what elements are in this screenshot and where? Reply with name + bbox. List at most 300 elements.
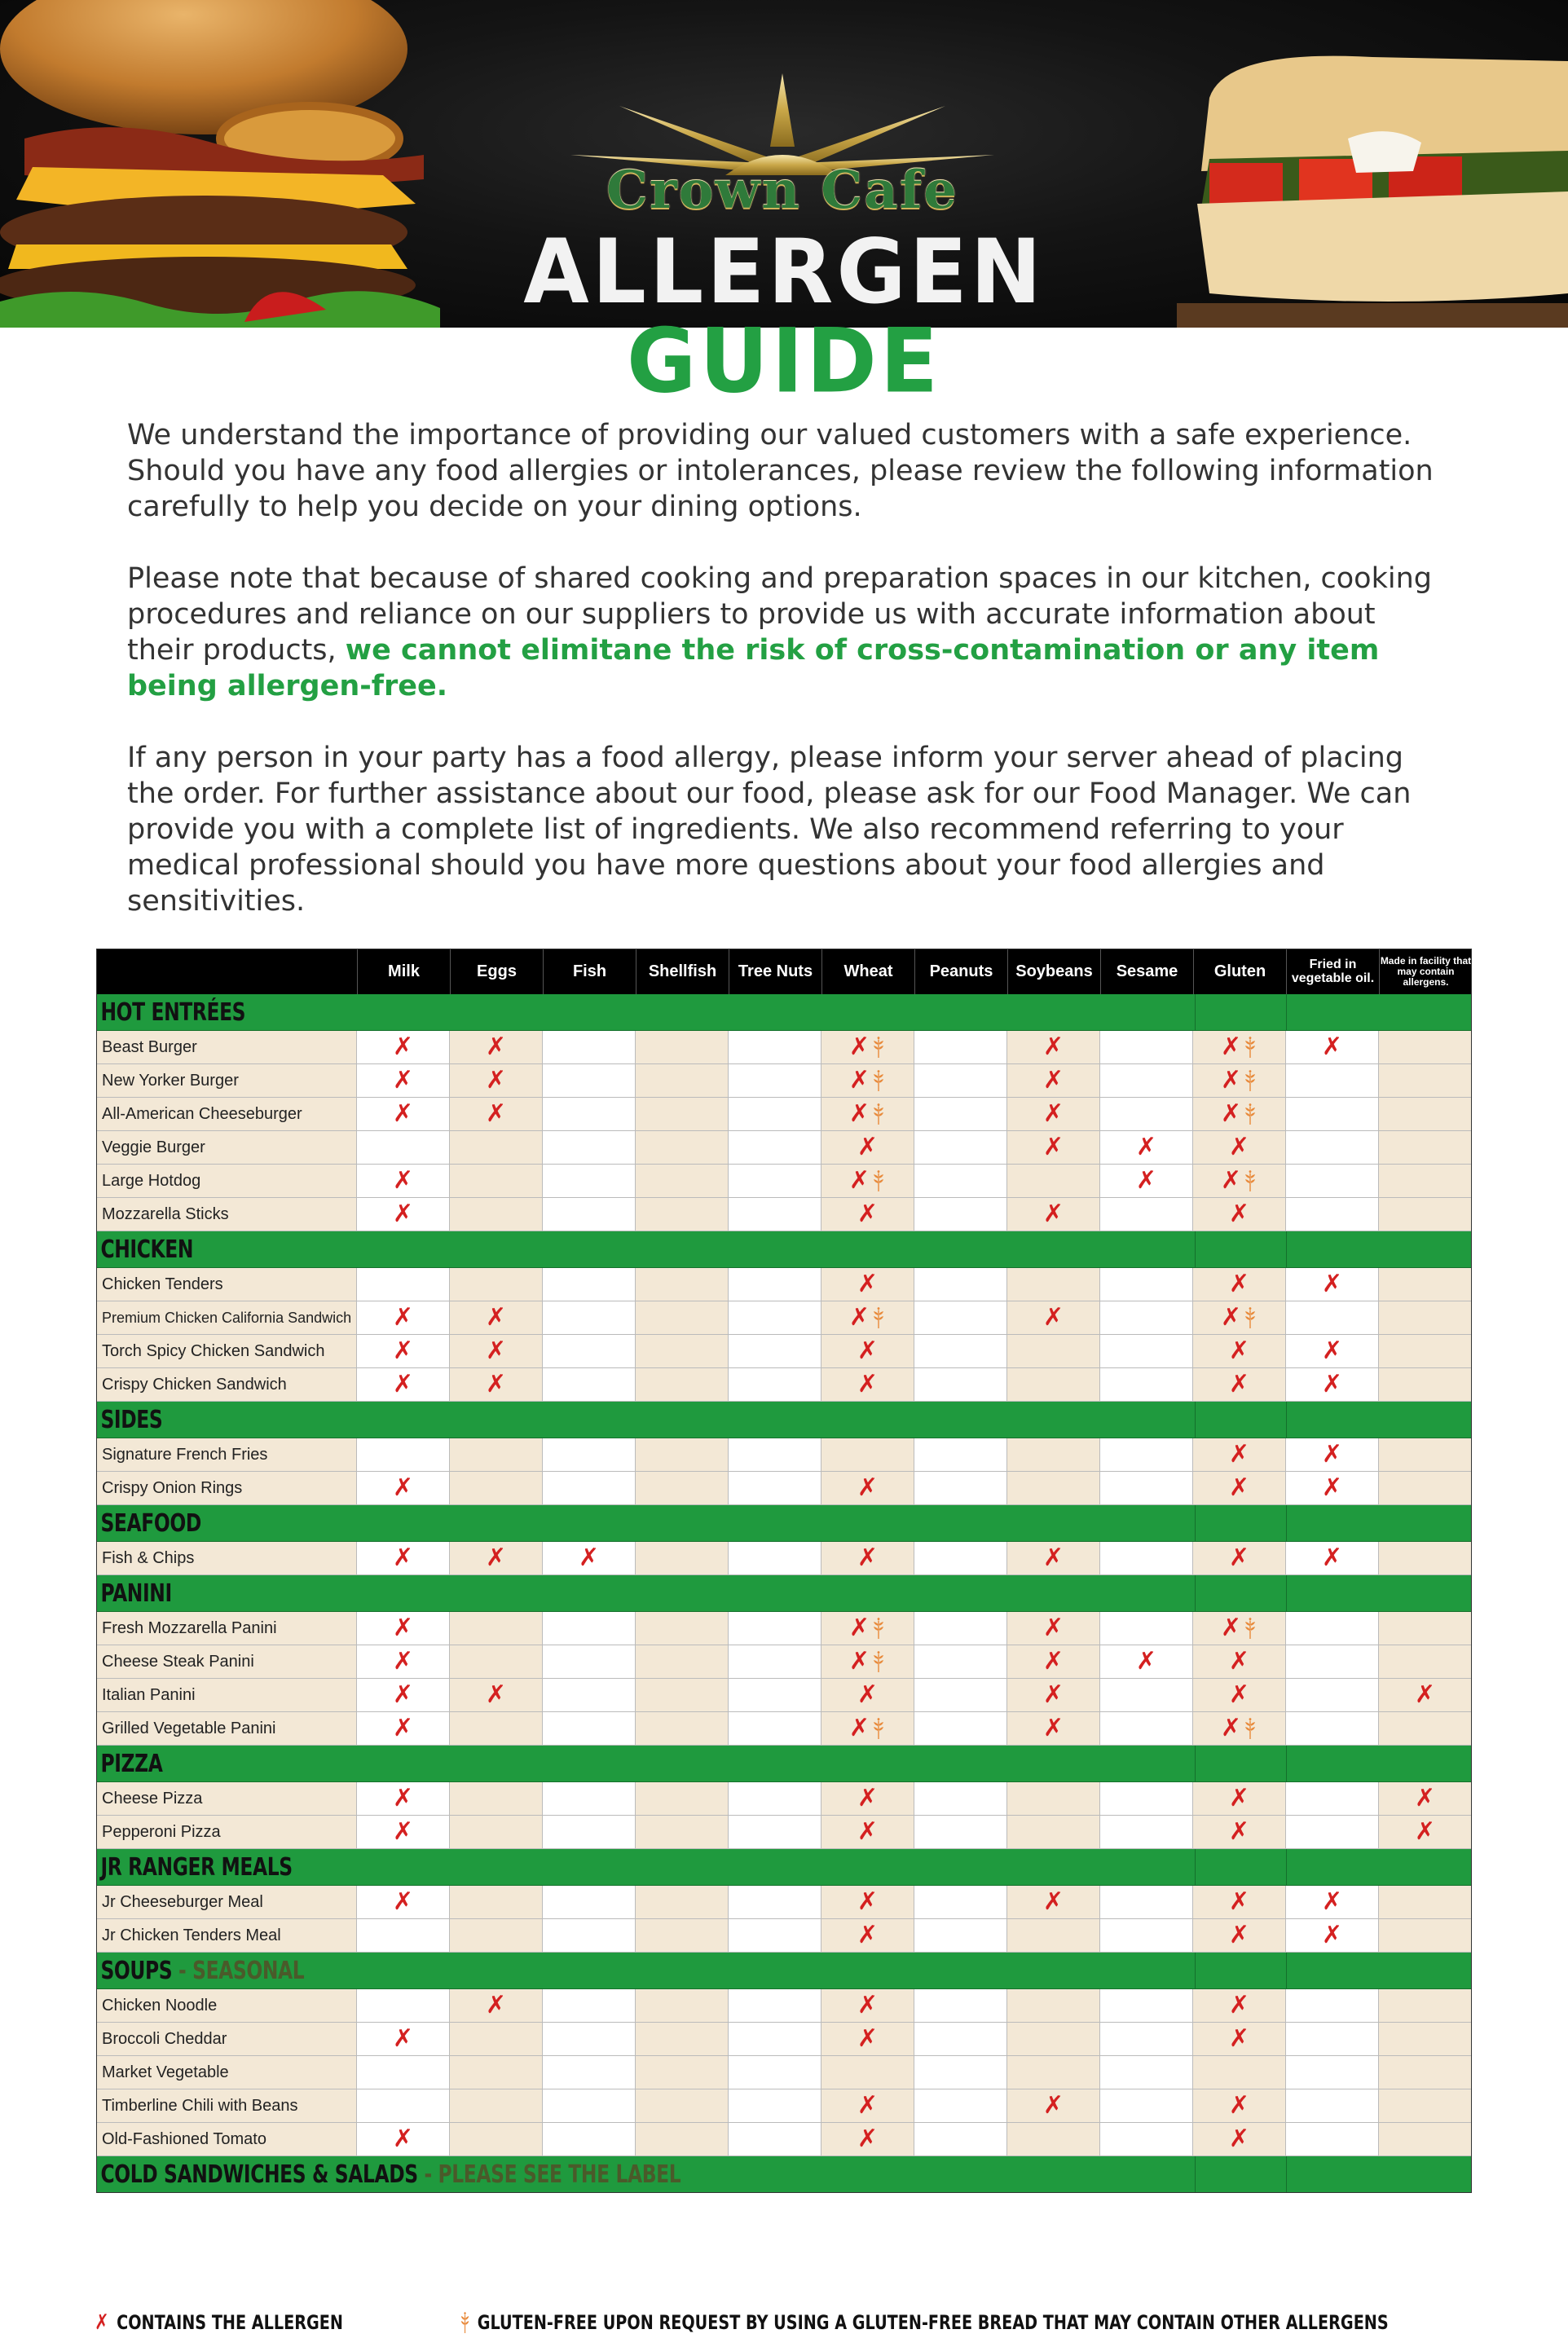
table-row — [96, 1098, 1472, 1131]
allergen-cell — [636, 1198, 729, 1231]
red-x-icon: ✗ — [1228, 1440, 1250, 1469]
allergen-cell — [1193, 2089, 1286, 2122]
allergen-cell — [450, 1645, 543, 1678]
red-x-icon: ✗ — [392, 1817, 414, 1846]
allergen-cell — [1286, 2023, 1379, 2055]
section-header — [96, 1849, 1472, 1886]
header-banner — [0, 0, 1568, 413]
allergen-cell — [729, 1368, 821, 1401]
allergen-cell — [357, 1919, 450, 1952]
allergen-cell — [450, 1612, 543, 1645]
allergen-cell — [1193, 1064, 1286, 1097]
allergen-cell — [1286, 1031, 1379, 1063]
allergen-cell — [1379, 1612, 1472, 1645]
allergen-cell — [914, 1098, 1007, 1130]
red-x-icon: ✗ — [1321, 1440, 1343, 1469]
section-divider — [1286, 1953, 1287, 1988]
allergen-cell — [1379, 1886, 1472, 1918]
item-name: New Yorker Burger — [96, 1064, 357, 1097]
allergen-cell — [821, 1886, 914, 1918]
item-name: Broccoli Cheddar — [96, 2023, 357, 2055]
red-x-icon: ✗ — [1228, 1817, 1250, 1846]
red-x-icon: ✗ — [1228, 1133, 1250, 1161]
allergen-cell — [1379, 1131, 1472, 1164]
allergen-cell — [357, 1268, 450, 1301]
item-name: Cheese Pizza — [96, 1782, 357, 1815]
red-x-icon: ✗ — [857, 1817, 879, 1846]
allergen-cell — [729, 1712, 821, 1745]
allergen-cell — [914, 1542, 1007, 1574]
allergen-cell — [636, 1131, 729, 1164]
allergen-cell — [1193, 1131, 1286, 1164]
allergen-cell — [914, 2056, 1007, 2089]
allergen-cell — [1193, 1816, 1286, 1848]
allergen-cell — [543, 1131, 636, 1164]
allergen-cell — [1100, 1268, 1193, 1301]
allergen-cell — [357, 2123, 450, 2155]
allergen-cell — [729, 1645, 821, 1678]
column-header: Fried in vegetable oil. — [1286, 949, 1379, 994]
allergen-cell — [636, 1335, 729, 1367]
allergen-cell — [636, 1542, 729, 1574]
red-x-icon: ✗ — [1220, 1166, 1242, 1195]
allergen-cell — [543, 1098, 636, 1130]
red-x-icon: ✗ — [1228, 1370, 1250, 1398]
column-header: Sesame — [1100, 949, 1193, 994]
allergen-cell — [1100, 2056, 1193, 2089]
table-row — [96, 2089, 1472, 2123]
allergen-cell — [636, 1438, 729, 1471]
allergen-cell — [543, 1989, 636, 2022]
allergen-cell — [1007, 1335, 1100, 1367]
allergen-cell — [821, 1989, 914, 2022]
red-x-icon: ✗ — [1220, 1714, 1242, 1742]
allergen-cell — [821, 2089, 914, 2122]
intro-text — [127, 417, 1447, 955]
allergen-cell — [636, 2123, 729, 2155]
section-header — [96, 1402, 1472, 1438]
column-header: Wheat — [821, 949, 914, 994]
allergen-cell — [914, 1131, 1007, 1164]
wheat-icon — [871, 1651, 886, 1672]
allergen-cell — [821, 1919, 914, 1952]
section-divider — [1286, 1849, 1287, 1885]
red-x-icon: ✗ — [485, 1991, 507, 2019]
table-row — [96, 1542, 1472, 1575]
red-x-icon: ✗ — [1228, 1336, 1250, 1365]
allergen-cell — [729, 1031, 821, 1063]
allergen-cell — [1007, 1989, 1100, 2022]
table-row — [96, 1816, 1472, 1849]
red-x-icon: ✗ — [857, 1200, 879, 1228]
section-title-text: SIDES — [100, 1405, 163, 1434]
allergen-cell — [357, 1886, 450, 1918]
allergen-cell — [1193, 1679, 1286, 1711]
allergen-cell — [357, 1301, 450, 1334]
allergen-cell — [729, 1542, 821, 1574]
allergen-cell — [1007, 1268, 1100, 1301]
red-x-icon: ✗ — [1042, 1614, 1064, 1642]
allergen-cell — [1007, 1816, 1100, 1848]
allergen-cell — [914, 2089, 1007, 2122]
allergen-cell — [1286, 1335, 1379, 1367]
red-x-icon: ✗ — [1321, 1336, 1343, 1365]
wheat-icon — [1243, 1070, 1257, 1091]
sandwich-photo — [1177, 0, 1568, 328]
allergen-cell — [729, 2089, 821, 2122]
allergen-cell — [1193, 1782, 1286, 1815]
allergen-cell — [1100, 2123, 1193, 2155]
red-x-icon: ✗ — [848, 1066, 870, 1094]
red-x-icon: ✗ — [1228, 1270, 1250, 1298]
allergen-cell — [636, 2023, 729, 2055]
red-x-icon: ✗ — [485, 1303, 507, 1332]
allergen-cell — [821, 1712, 914, 1745]
allergen-cell — [1379, 1542, 1472, 1574]
section-title-text: SEAFOOD — [100, 1508, 201, 1538]
wheat-icon — [1243, 1618, 1257, 1639]
allergen-cell — [357, 1679, 450, 1711]
red-x-icon: ✗ — [1321, 1543, 1343, 1572]
red-x-icon: ✗ — [1220, 1066, 1242, 1094]
allergen-cell — [636, 1816, 729, 1848]
item-name: Pepperoni Pizza — [96, 1816, 357, 1848]
section-subtitle: - PLEASE SEE THE LABEL — [417, 2160, 681, 2189]
allergen-cell — [543, 1645, 636, 1678]
red-x-icon: ✗ — [1135, 1166, 1157, 1195]
wheat-icon — [1243, 1307, 1257, 1328]
allergen-cell — [450, 1268, 543, 1301]
item-name: Large Hotdog — [96, 1165, 357, 1197]
allergen-cell — [1286, 1989, 1379, 2022]
allergen-cell — [636, 1301, 729, 1334]
wheat-icon — [1243, 1170, 1257, 1191]
allergen-cell — [1100, 1679, 1193, 1711]
allergen-cell — [914, 1816, 1007, 1848]
allergen-cell — [450, 1165, 543, 1197]
red-x-icon: ✗ — [392, 1680, 414, 1709]
red-x-icon: ✗ — [857, 1473, 879, 1502]
allergen-cell — [636, 1064, 729, 1097]
allergen-cell — [1193, 1612, 1286, 1645]
red-x-icon: ✗ — [392, 1714, 414, 1742]
allergen-cell — [914, 1198, 1007, 1231]
allergen-cell — [1286, 1712, 1379, 1745]
title-word-allergen: ALLERGEN — [523, 219, 1045, 324]
allergen-cell — [450, 1472, 543, 1504]
red-x-icon: ✗ — [1042, 1066, 1064, 1094]
allergen-cell — [821, 1782, 914, 1815]
allergen-cell — [1193, 1031, 1286, 1063]
allergen-cell — [357, 1165, 450, 1197]
allergen-cell — [543, 1816, 636, 1848]
allergen-cell — [821, 1612, 914, 1645]
allergen-cell — [1379, 1031, 1472, 1063]
item-name: Fish & Chips — [96, 1542, 357, 1574]
column-header: Fish — [543, 949, 636, 994]
allergen-cell — [1007, 2089, 1100, 2122]
red-x-icon: ✗ — [1228, 1200, 1250, 1228]
allergen-cell — [821, 1368, 914, 1401]
allergen-cell — [450, 1542, 543, 1574]
allergen-cell — [821, 2056, 914, 2089]
allergen-cell — [914, 1165, 1007, 1197]
section-title-text: SOUPS — [100, 1956, 173, 1985]
allergen-cell — [1100, 1472, 1193, 1504]
table-row — [96, 1198, 1472, 1231]
allergen-cell — [543, 1268, 636, 1301]
allergen-cell — [1007, 1782, 1100, 1815]
allergen-cell — [914, 1031, 1007, 1063]
allergen-cell — [729, 1131, 821, 1164]
allergen-cell — [1286, 1919, 1379, 1952]
red-x-icon: ✗ — [485, 1370, 507, 1398]
red-x-icon: ✗ — [1042, 1680, 1064, 1709]
red-x-icon: ✗ — [392, 1166, 414, 1195]
red-x-icon: ✗ — [392, 1066, 414, 1094]
section-title — [96, 1579, 172, 1608]
allergen-cell — [357, 1816, 450, 1848]
red-x-icon: ✗ — [1042, 1099, 1064, 1128]
red-x-icon: ✗ — [1321, 1033, 1343, 1061]
table-row — [96, 1064, 1472, 1098]
red-x-icon: ✗ — [1321, 1370, 1343, 1398]
allergen-cell — [914, 1472, 1007, 1504]
allergen-cell — [1286, 1098, 1379, 1130]
red-x-icon: ✗ — [1321, 1921, 1343, 1949]
allergen-cell — [450, 1031, 543, 1063]
allergen-cell — [914, 1989, 1007, 2022]
allergen-cell — [1286, 1268, 1379, 1301]
section-header — [96, 1953, 1472, 1989]
allergen-cell — [1100, 1816, 1193, 1848]
allergen-cell — [1286, 1645, 1379, 1678]
red-x-icon: ✗ — [392, 1543, 414, 1572]
item-name: Veggie Burger — [96, 1131, 357, 1164]
allergen-cell — [543, 1886, 636, 1918]
red-x-icon: ✗ — [578, 1543, 600, 1572]
column-header: Milk — [357, 949, 450, 994]
table-row — [96, 1031, 1472, 1064]
allergen-cell — [1100, 2023, 1193, 2055]
allergen-cell — [1286, 1368, 1379, 1401]
table-row — [96, 2123, 1472, 2156]
allergen-cell — [1193, 2056, 1286, 2089]
allergen-cell — [1007, 1886, 1100, 1918]
allergen-cell — [1379, 2056, 1472, 2089]
allergen-cell — [914, 1919, 1007, 1952]
allergen-cell — [914, 1712, 1007, 1745]
allergen-cell — [636, 1612, 729, 1645]
section-header — [96, 2156, 1472, 2193]
allergen-cell — [821, 2023, 914, 2055]
allergen-cell — [1007, 1542, 1100, 1574]
allergen-cell — [821, 1064, 914, 1097]
allergen-cell — [636, 1472, 729, 1504]
allergen-cell — [821, 2123, 914, 2155]
allergen-cell — [1007, 2023, 1100, 2055]
allergen-cell — [729, 1782, 821, 1815]
allergen-cell — [636, 1268, 729, 1301]
allergen-cell — [1100, 1131, 1193, 1164]
red-x-icon: ✗ — [1228, 1680, 1250, 1709]
section-title-text: COLD SANDWICHES & SALADS — [100, 2160, 418, 2189]
title-word-guide: GUIDE — [627, 308, 941, 413]
red-x-icon: ✗ — [485, 1033, 507, 1061]
allergen-cell — [1286, 1301, 1379, 1334]
column-header: Peanuts — [914, 949, 1007, 994]
table-row — [96, 1368, 1472, 1402]
red-x-icon: ✗ — [857, 1921, 879, 1949]
table-header — [96, 949, 1472, 994]
allergen-cell — [1286, 1679, 1379, 1711]
allergen-cell — [729, 1989, 821, 2022]
allergen-cell — [729, 1816, 821, 1848]
allergen-cell — [821, 1679, 914, 1711]
allergen-table — [96, 949, 1472, 2193]
allergen-cell — [1379, 1782, 1472, 1815]
section-divider — [1195, 994, 1196, 1030]
red-x-icon: ✗ — [1228, 1543, 1250, 1572]
wheat-icon — [871, 1618, 886, 1639]
wheat-icon — [871, 1070, 886, 1091]
section-divider — [1195, 1575, 1196, 1611]
allergen-cell — [729, 2123, 821, 2155]
red-x-icon: ✗ — [857, 1887, 879, 1916]
allergen-cell — [1007, 1165, 1100, 1197]
allergen-cell — [1100, 1782, 1193, 1815]
allergen-cell — [1193, 1712, 1286, 1745]
wheat-icon — [871, 1718, 886, 1739]
allergen-cell — [357, 2089, 450, 2122]
allergen-cell — [1100, 1064, 1193, 1097]
red-x-icon: ✗ — [848, 1303, 870, 1332]
allergen-cell — [821, 1301, 914, 1334]
item-name: Grilled Vegetable Panini — [96, 1712, 357, 1745]
allergen-cell — [729, 1472, 821, 1504]
red-x-icon: ✗ — [1042, 1133, 1064, 1161]
allergen-cell — [543, 1919, 636, 1952]
table-row — [96, 1886, 1472, 1919]
allergen-cell — [636, 2056, 729, 2089]
allergen-cell — [1379, 1645, 1472, 1678]
red-x-icon: ✗ — [1228, 1921, 1250, 1949]
allergen-cell — [1193, 2123, 1286, 2155]
red-x-icon: ✗ — [1228, 2125, 1250, 2153]
allergen-cell — [1379, 1472, 1472, 1504]
red-x-icon: ✗ — [857, 1270, 879, 1298]
red-x-icon: ✗ — [485, 1336, 507, 1365]
section-header — [96, 1505, 1472, 1542]
allergen-cell — [914, 1438, 1007, 1471]
wheat-icon — [871, 1307, 886, 1328]
section-title-text: PANINI — [100, 1579, 172, 1608]
red-x-icon: ✗ — [857, 2024, 879, 2053]
allergen-cell — [1007, 1679, 1100, 1711]
allergen-cell — [1379, 2089, 1472, 2122]
allergen-cell — [1100, 1612, 1193, 1645]
red-x-icon: ✗ — [1321, 1473, 1343, 1502]
wheat-icon — [1243, 1103, 1257, 1125]
red-x-icon: ✗ — [392, 1614, 414, 1642]
allergen-cell — [1193, 1645, 1286, 1678]
red-x-icon: ✗ — [485, 1066, 507, 1094]
allergen-cell — [1007, 2123, 1100, 2155]
wheat-icon — [1243, 1037, 1257, 1058]
allergen-cell — [1007, 1031, 1100, 1063]
allergen-cell — [914, 1335, 1007, 1367]
allergen-cell — [636, 1679, 729, 1711]
red-x-icon: ✗ — [94, 2310, 109, 2335]
section-title — [96, 1406, 162, 1434]
allergen-cell — [450, 2089, 543, 2122]
item-name: Fresh Mozzarella Panini — [96, 1612, 357, 1645]
item-name: Torch Spicy Chicken Sandwich — [96, 1335, 357, 1367]
allergen-cell — [543, 1472, 636, 1504]
allergen-cell — [357, 1198, 450, 1231]
section-divider — [1195, 1402, 1196, 1438]
wheat-icon — [459, 2312, 470, 2333]
allergen-cell — [729, 1165, 821, 1197]
allergen-cell — [543, 1031, 636, 1063]
allergen-cell — [636, 1368, 729, 1401]
allergen-cell — [1379, 1679, 1472, 1711]
allergen-cell — [543, 1542, 636, 1574]
wheat-icon — [871, 1170, 886, 1191]
allergen-cell — [543, 2056, 636, 2089]
table-row — [96, 1472, 1472, 1505]
red-x-icon: ✗ — [848, 1099, 870, 1128]
allergen-cell — [1286, 1064, 1379, 1097]
item-name: Beast Burger — [96, 1031, 357, 1063]
allergen-cell — [914, 1782, 1007, 1815]
allergen-cell — [1286, 1542, 1379, 1574]
column-header: Tree Nuts — [729, 949, 821, 994]
red-x-icon: ✗ — [1042, 1303, 1064, 1332]
section-header — [96, 994, 1472, 1031]
section-header — [96, 1231, 1472, 1268]
red-x-icon: ✗ — [1042, 1543, 1064, 1572]
red-x-icon: ✗ — [848, 1033, 870, 1061]
allergen-cell — [450, 1335, 543, 1367]
allergen-cell — [1379, 1368, 1472, 1401]
red-x-icon: ✗ — [1321, 1887, 1343, 1916]
red-x-icon: ✗ — [848, 1714, 870, 1742]
allergen-cell — [1007, 1919, 1100, 1952]
allergen-cell — [543, 1301, 636, 1334]
section-title — [96, 1853, 293, 1882]
allergen-cell — [357, 1989, 450, 2022]
allergen-cell — [1193, 1368, 1286, 1401]
allergen-cell — [543, 2023, 636, 2055]
item-name: Signature French Fries — [96, 1438, 357, 1471]
allergen-cell — [1379, 1064, 1472, 1097]
red-x-icon: ✗ — [392, 1887, 414, 1916]
allergen-cell — [1100, 1438, 1193, 1471]
table-row — [96, 2023, 1472, 2056]
allergen-cell — [636, 1782, 729, 1815]
burger-photo — [0, 0, 456, 328]
allergen-cell — [1100, 1098, 1193, 1130]
section-title — [96, 2160, 680, 2189]
table-row — [96, 1165, 1472, 1198]
section-title — [96, 1957, 304, 1985]
red-x-icon: ✗ — [1228, 1647, 1250, 1675]
allergen-cell — [1379, 2023, 1472, 2055]
allergen-cell — [729, 1679, 821, 1711]
allergen-cell — [1193, 1886, 1286, 1918]
allergen-cell — [1286, 1472, 1379, 1504]
